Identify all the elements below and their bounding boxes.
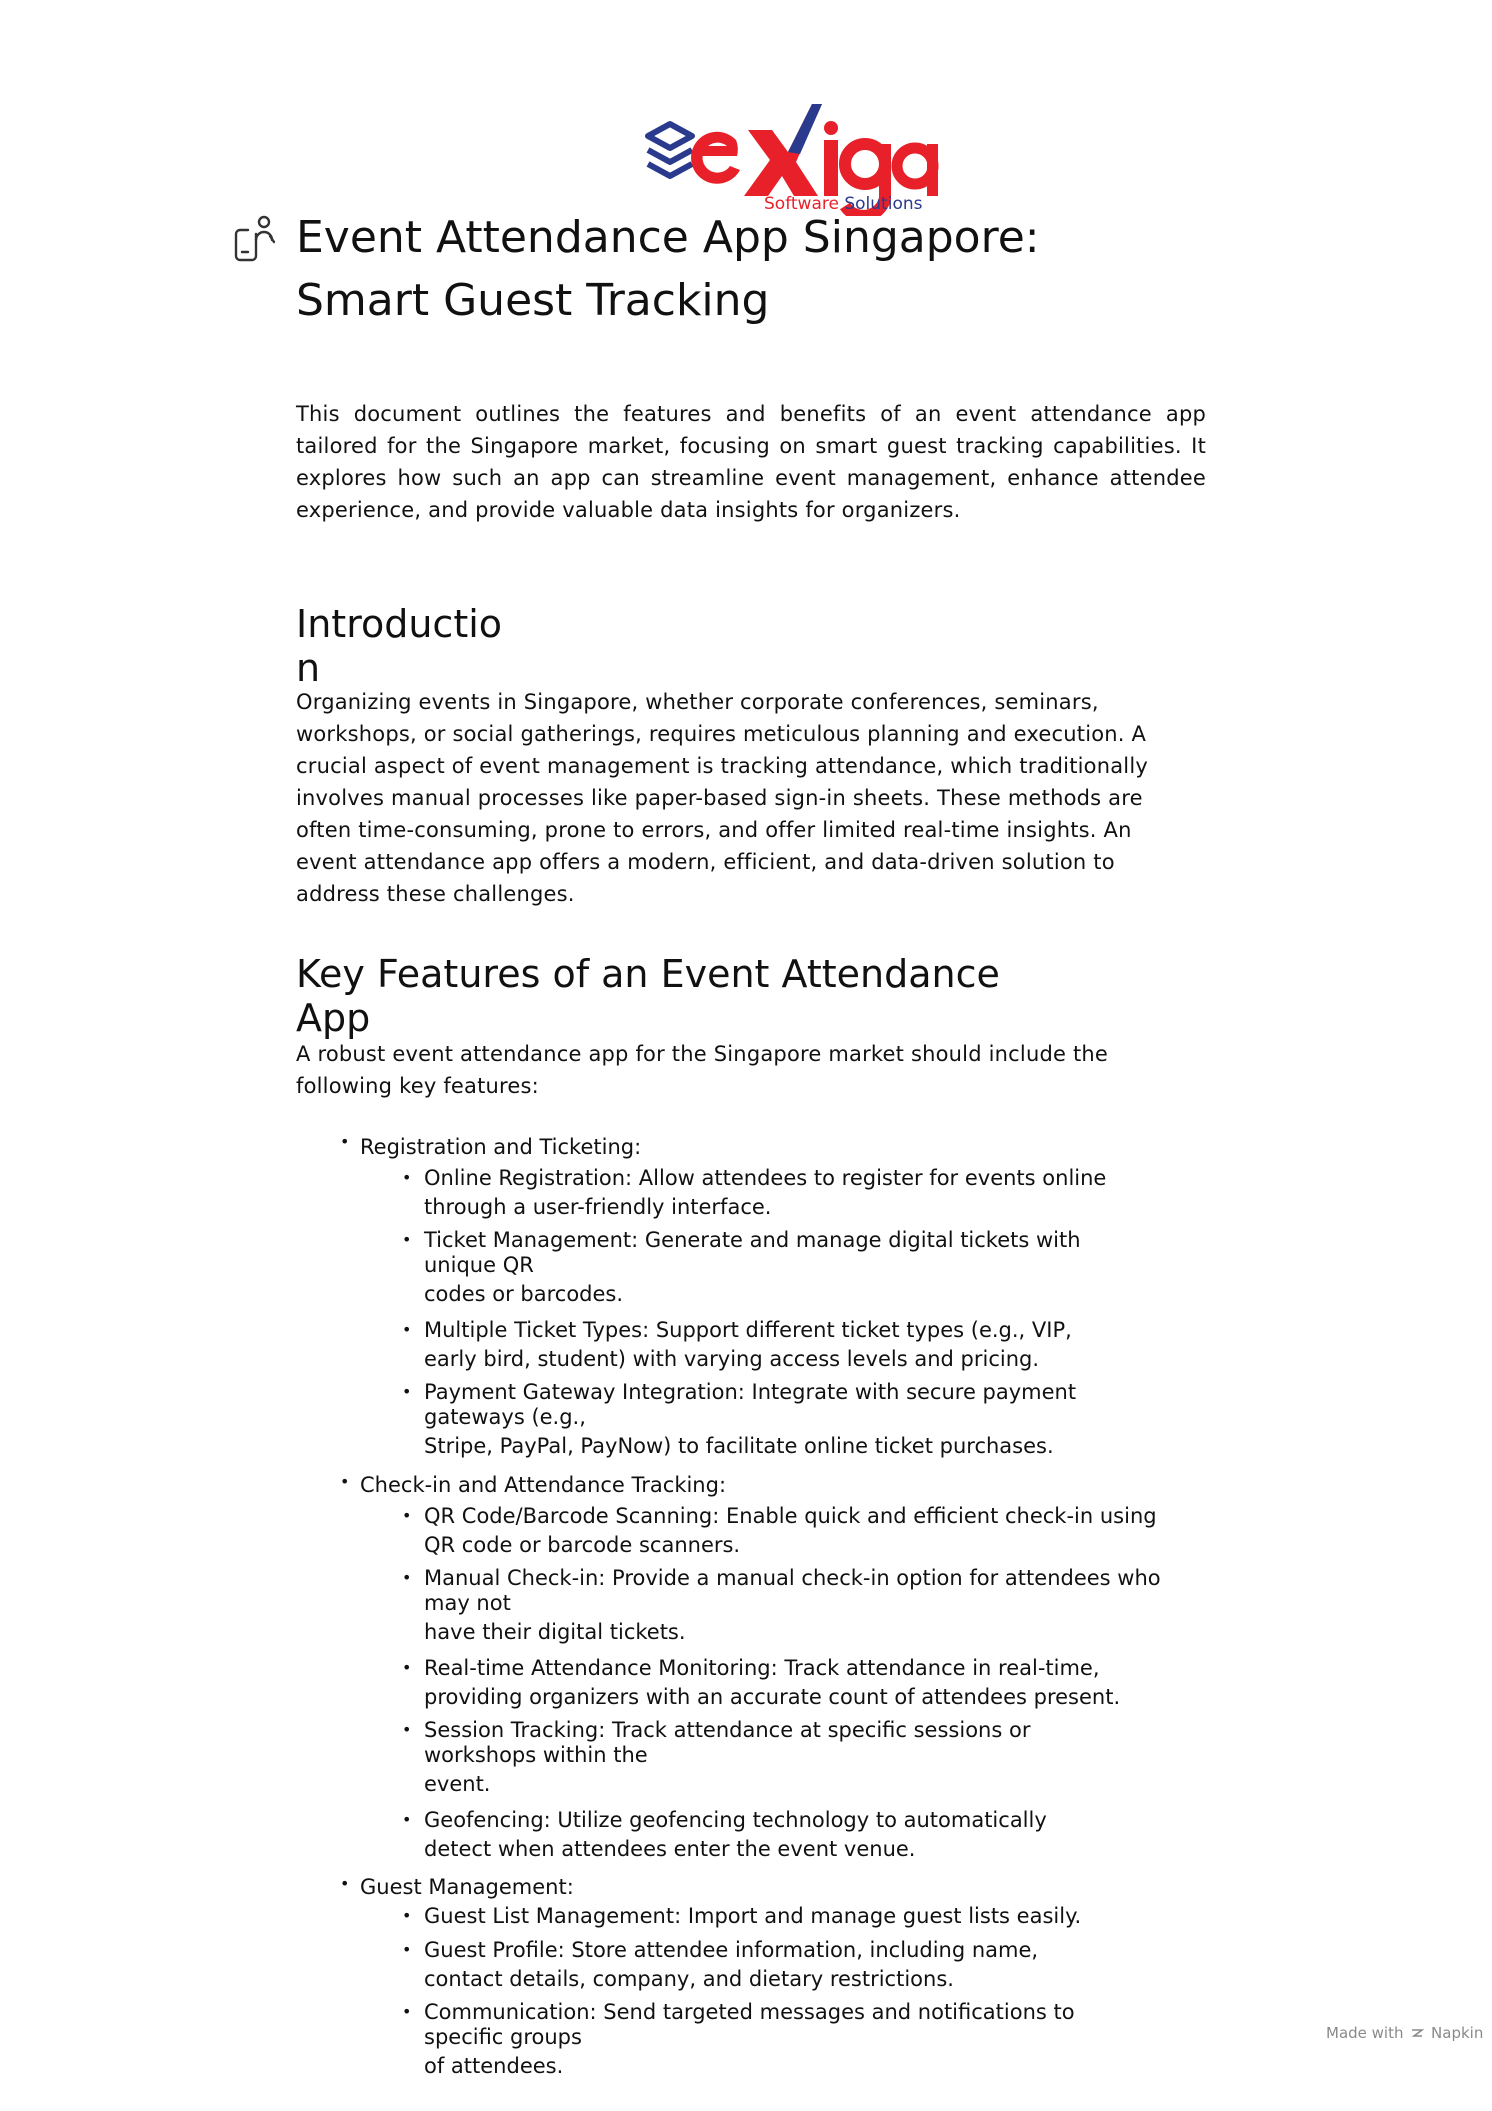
list-item — [424, 1504, 1224, 1561]
item-text: contact details, company, and dietary restrictions. — [424, 1967, 954, 1991]
item-text: Communication: Send targeted messages and notifications to — [424, 2000, 1075, 2024]
item-text: of attendees. — [424, 2054, 564, 2078]
features-lead-line-1: A robust event attendance app for the Singapore market should include the — [296, 1042, 1109, 1066]
intro-line: event attendance app offers a modern, efficient, and data-driven solution to — [296, 850, 1115, 874]
item-text: event. — [424, 1772, 491, 1796]
features-lead — [296, 1038, 1216, 1102]
item-text: Session Tracking: Track attendance at specific sessions or — [424, 1718, 1031, 1742]
intro-line: workshops, or social gatherings, requires meticulous planning and execution. A — [296, 722, 1147, 746]
item-text: Online Registration: Allow attendees to register for events online — [424, 1166, 1107, 1190]
item-text: Multiple Ticket Types: Support different ticket types (e.g., VIP, — [424, 1318, 1072, 1342]
napkin-icon — [1410, 2026, 1424, 2044]
features-lead-line-2: following key features: — [296, 1074, 539, 1098]
item-text: QR code or barcode scanners. — [424, 1533, 741, 1557]
intro-line: address these challenges. — [296, 882, 575, 906]
list-item — [424, 1318, 1224, 1375]
item-text: detect when attendees enter the event venue. — [424, 1837, 916, 1861]
title-line-2: Smart Guest Tracking — [296, 275, 770, 326]
list-item — [424, 1718, 1224, 1800]
item-text: gateways (e.g., — [424, 1405, 586, 1429]
item-text: codes or barcodes. — [424, 1282, 624, 1306]
list-item — [424, 2000, 1224, 2082]
list-item — [424, 1904, 1224, 1929]
title-line-1: Event Attendance App Singapore: — [296, 212, 1040, 263]
features-heading-line-1: Key Features of an Event Attendance — [296, 952, 1000, 996]
item-text: have their digital tickets. — [424, 1620, 686, 1644]
list-item — [424, 1656, 1224, 1713]
napkin-brand: Napkin — [1431, 2024, 1484, 2042]
page-title — [296, 206, 1196, 332]
summary-paragraph: This document outlines the features and benefits of an event attendance app tailored for the Singapore market, focusing on smart guest tracking capabilities. It explores how such an app can streamline event management, enhance attendee experience, and provide valuable data insights for organizers. — [296, 402, 1206, 522]
item-text: Guest List Management: Import and manage guest lists easily. — [424, 1904, 1082, 1928]
item-text: Geofencing: Utilize geofencing technology to automatically — [424, 1808, 1047, 1832]
item-text: Stripe, PayPal, PayNow) to facilitate online ticket purchases. — [424, 1434, 1054, 1458]
list-item — [424, 1228, 1224, 1310]
made-with-label: Made with — [1326, 2024, 1404, 2042]
item-text: through a user-friendly interface. — [424, 1195, 772, 1219]
introduction-heading: Introduction — [296, 602, 503, 690]
list-item — [424, 1380, 1224, 1462]
intro-line: crucial aspect of event management is tracking attendance, which traditionally — [296, 754, 1148, 778]
list-item — [424, 1808, 1224, 1865]
layers-icon — [648, 124, 692, 176]
intro-line: often time-consuming, prone to errors, and offer limited real-time insights. An — [296, 818, 1132, 842]
item-text: specific groups — [424, 2025, 582, 2049]
group-label-checkin: Check-in and Attendance Tracking: — [360, 1473, 727, 1497]
item-text: Ticket Management: Generate and manage digital tickets with — [424, 1228, 1081, 1252]
item-text: early bird, student) with varying access levels and pricing. — [424, 1347, 1040, 1371]
exiga-logo — [640, 100, 940, 216]
logo-tagline: Software Solutions — [764, 194, 923, 214]
list-item — [424, 1566, 1224, 1648]
item-text: Real-time Attendance Monitoring: Track attendance in real-time, — [424, 1656, 1100, 1680]
made-with-napkin — [1326, 2024, 1483, 2044]
group-label-guest: Guest Management: — [360, 1875, 574, 1899]
features-heading — [296, 952, 1066, 1040]
item-text: QR Code/Barcode Scanning: Enable quick and efficient check-in using — [424, 1504, 1157, 1528]
intro-line: involves manual processes like paper-based sign-in sheets. These methods are — [296, 786, 1143, 810]
item-text: providing organizers with an accurate count of attendees present. — [424, 1685, 1121, 1709]
introduction-body — [296, 686, 1216, 910]
mobile-user-icon — [234, 214, 276, 266]
item-text: Guest Profile: Store attendee information, including name, — [424, 1938, 1039, 1962]
list-item — [424, 1938, 1224, 1995]
list-item — [424, 1166, 1224, 1223]
item-text: workshops within the — [424, 1743, 648, 1767]
item-text: Payment Gateway Integration: Integrate with secure payment — [424, 1380, 1077, 1404]
item-text: unique QR — [424, 1253, 534, 1277]
item-text: Manual Check-in: Provide a manual check-in option for attendees who — [424, 1566, 1161, 1590]
intro-line: Organizing events in Singapore, whether corporate conferences, seminars, — [296, 690, 1099, 714]
group-label-registration: Registration and Ticketing: — [360, 1135, 642, 1159]
item-text: may not — [424, 1591, 511, 1615]
features-heading-line-2: App — [296, 996, 371, 1040]
